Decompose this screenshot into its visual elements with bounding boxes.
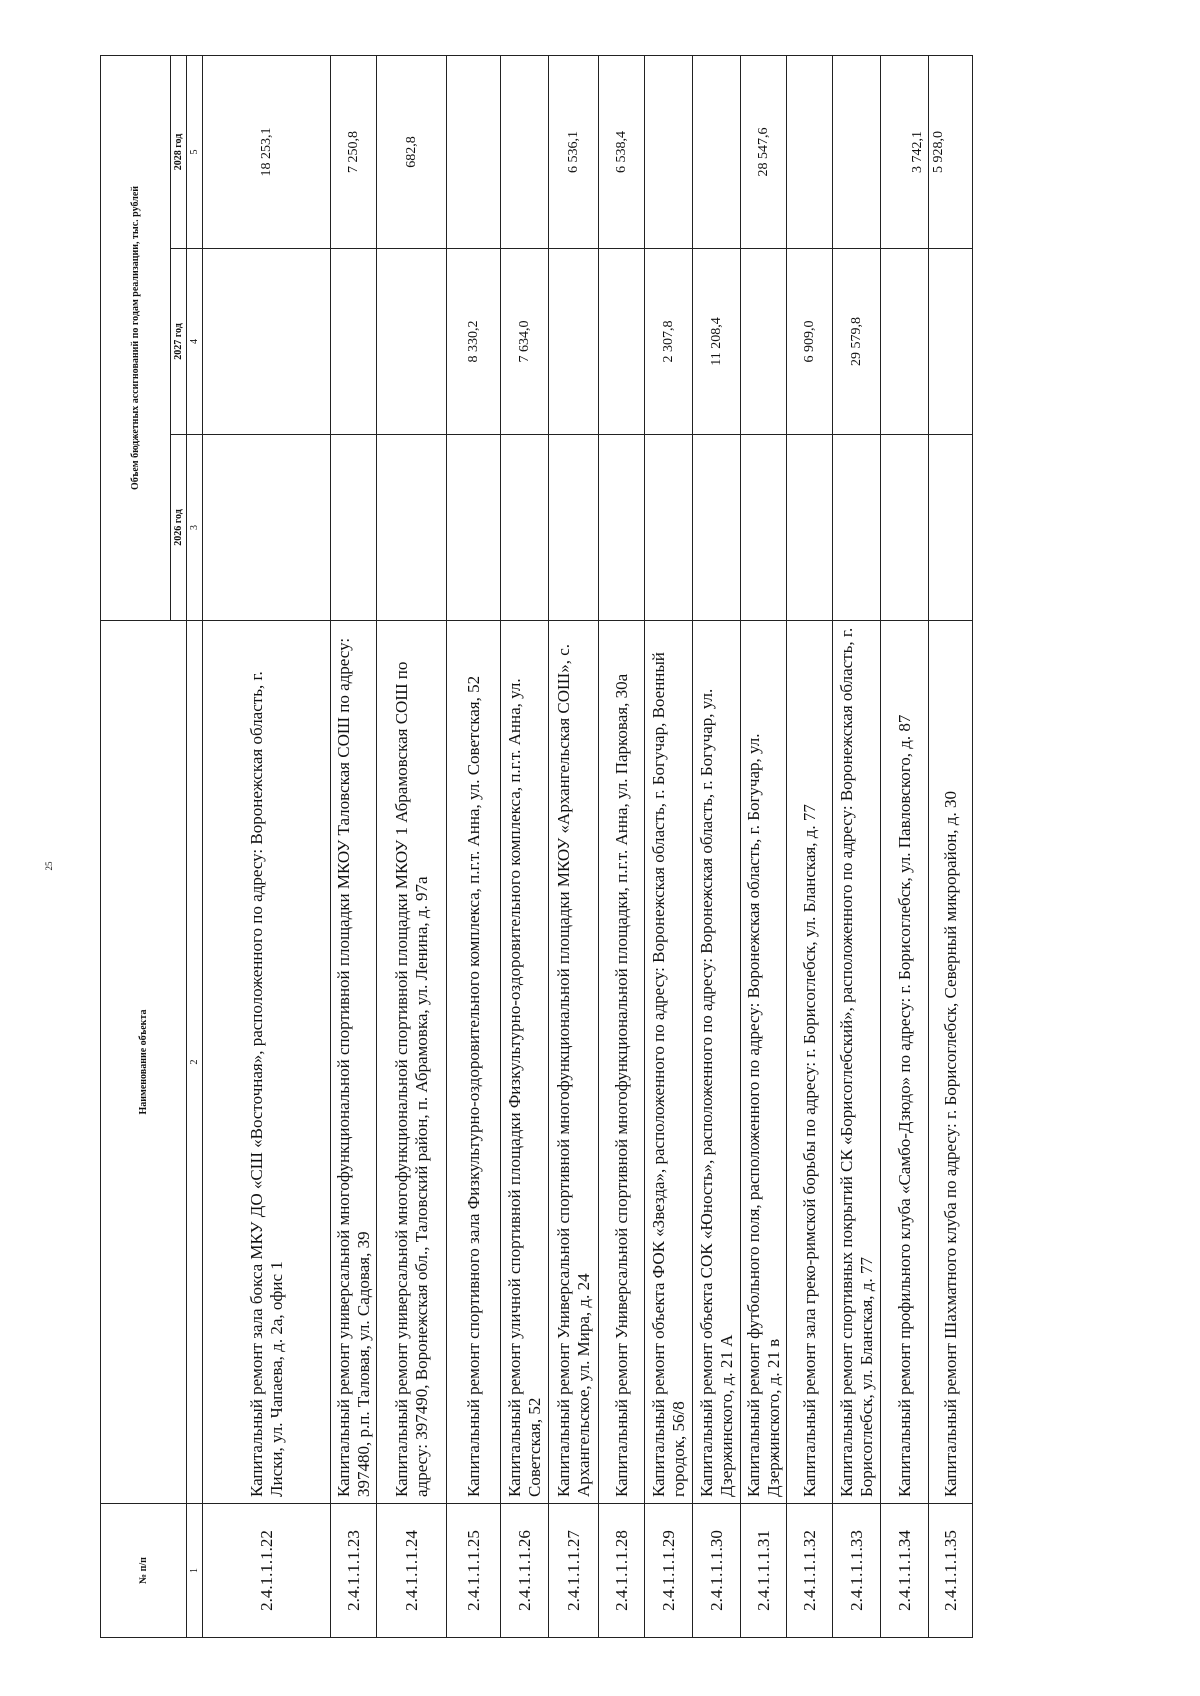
value-2026 [549,435,599,621]
row-name: Капитальный ремонт Универсальной спортивной многофункциональной площадки МКОУ «Архангельская СОШ», с. Архангельское, ул. Мира, д. 24 [549,621,599,1504]
value-2026 [693,435,741,621]
value-2027 [203,249,331,435]
value-2026 [599,435,645,621]
value-2027 [331,249,377,435]
value-2027 [599,249,645,435]
table-row [833,55,881,1637]
value-2026 [741,435,787,621]
value-2028: 3 742,1 [881,55,929,248]
row-number: 2.4.1.1.1.24 [377,1504,447,1638]
table-row [447,55,501,1637]
value-2028: 6 538,4 [599,55,645,248]
row-number: 2.4.1.1.1.23 [331,1504,377,1638]
value-2027 [929,249,973,435]
table-row [331,55,377,1637]
table-row [645,55,693,1637]
value-2027: 6 909,0 [787,249,833,435]
col-2026-header: 2026 год [171,435,187,621]
row-name: Капитальный ремонт универсальной многофункциональной спортивной площадки МКОУ Таловская СОШ по адресу: 397480, р.п. Таловая, ул. Садовая, 39 [331,621,377,1504]
value-2026 [645,435,693,621]
col-number-1: 1 [187,1504,203,1638]
value-2026 [447,435,501,621]
row-number: 2.4.1.1.1.26 [501,1504,549,1638]
row-name: Капитальный ремонт объекта ФОК «Звезда», расположенного по адресу: Воронежская область, г. Богучар, Военный городок, 56/8 [645,621,693,1504]
row-number: 2.4.1.1.1.31 [741,1504,787,1638]
col-name-header: Наименование объекта [101,621,187,1504]
table-row [203,55,331,1637]
value-2027: 8 330,2 [447,249,501,435]
col-number-4: 4 [187,249,203,435]
row-name: Капитальный ремонт объекта СОК «Юность», расположенного по адресу: Воронежская область, г. Богучар, ул. Дзержинского, д. 21 А [693,621,741,1504]
row-name: Капитальный ремонт спортивных покрытий СК «Борисоглебский», расположенного по адресу: Воронежская область, г. Борисоглебск, ул. Бланская, д. 77 [833,621,881,1504]
value-2027: 29 579,8 [833,249,881,435]
value-2028 [645,55,693,248]
table-row [693,55,741,1637]
row-name: Капитальный ремонт универсальной многофункциональной спортивной площадки МКОУ 1 Абрамовская СОШ по адресу: 397490, Воронежская обл., Таловский район, п. Абрамовка, ул. Ленина, д. 97а [377,621,447,1504]
value-2027 [741,249,787,435]
value-2027 [377,249,447,435]
table-row [741,55,787,1637]
row-name: Капитальный ремонт зала греко-римской борьбы по адресу: г. Борисоглебск, ул. Бланская, д. 77 [787,621,833,1504]
value-2027 [549,249,599,435]
col-number-5: 5 [187,55,203,248]
row-name: Капитальный ремонт футбольного поля, расположенного по адресу: Воронежская область, г. Богучар, ул. Дзержинского, д. 21 в [741,621,787,1504]
row-name: Капитальный ремонт Шахматного клуба по адресу: г. Борисоглебск, Северный микрорайон, д. 30 [929,621,973,1504]
table-row [501,55,549,1637]
value-2028 [447,55,501,248]
row-number: 2.4.1.1.1.28 [599,1504,645,1638]
row-number: 2.4.1.1.1.35 [929,1504,973,1638]
col-2027-header: 2027 год [171,249,187,435]
col-number-2: 2 [187,621,203,1504]
col-budget-header: Объем бюджетных ассигнований по годам реализации, тыс. рублей [101,55,171,620]
row-number: 2.4.1.1.1.25 [447,1504,501,1638]
row-number: 2.4.1.1.1.29 [645,1504,693,1638]
value-2028 [787,55,833,248]
col-num-header: № п/п [101,1504,187,1638]
table-row [881,55,929,1637]
value-2026 [787,435,833,621]
value-2028 [693,55,741,248]
row-name: Капитальный ремонт зала бокса МКУ ДО «СШ «Восточная», расположенного по адресу: Воронежская область, г. Лиски, ул. Чапаева, д. 2а, офис 1 [203,621,331,1504]
col-number-3: 3 [187,435,203,621]
row-name: Капитальный ремонт спортивного зала Физкультурно-оздоровительного комплекса, п.г.т. Анна, ул. Советская, 52 [447,621,501,1504]
row-number: 2.4.1.1.1.27 [549,1504,599,1638]
value-2027: 7 634,0 [501,249,549,435]
value-2027: 11 208,4 [693,249,741,435]
value-2028 [833,55,881,248]
value-2026 [331,435,377,621]
value-2028: 28 547,6 [741,55,787,248]
row-number: 2.4.1.1.1.22 [203,1504,331,1638]
value-2028 [501,55,549,248]
row-number: 2.4.1.1.1.33 [833,1504,881,1638]
value-2027 [881,249,929,435]
table-row [549,55,599,1637]
value-2028: 5 928,0 [929,55,973,248]
row-name: Капитальный ремонт уличной спортивной площадки Физкультурно-оздоровительного комплекса, п.г.т. Анна, ул. Советская, 52 [501,621,549,1504]
value-2028: 7 250,8 [331,55,377,248]
value-2028: 682,8 [377,55,447,248]
row-number: 2.4.1.1.1.32 [787,1504,833,1638]
value-2026 [203,435,331,621]
page-number: 25 [44,861,54,871]
row-number: 2.4.1.1.1.34 [881,1504,929,1638]
col-2028-header: 2028 год [171,55,187,248]
value-2028: 18 253,1 [203,55,331,248]
value-2027: 2 307,8 [645,249,693,435]
row-name: Капитальный ремонт профильного клуба «Самбо-Дзюдо» по адресу: г. Борисоглебск, ул. Павловского, д. 87 [881,621,929,1504]
value-2026 [833,435,881,621]
value-2026 [501,435,549,621]
table-row [929,55,973,1637]
table-row [787,55,833,1637]
budget-table [100,55,973,1638]
value-2026 [929,435,973,621]
row-name: Капитальный ремонт Универсальной спортивной многофункциональной площадки, п.г.т. Анна, ул. Парковая, 30а [599,621,645,1504]
table-row [599,55,645,1637]
row-number: 2.4.1.1.1.30 [693,1504,741,1638]
value-2026 [377,435,447,621]
table-row [377,55,447,1637]
table-container [100,56,962,1638]
value-2028: 6 536,1 [549,55,599,248]
value-2026 [881,435,929,621]
